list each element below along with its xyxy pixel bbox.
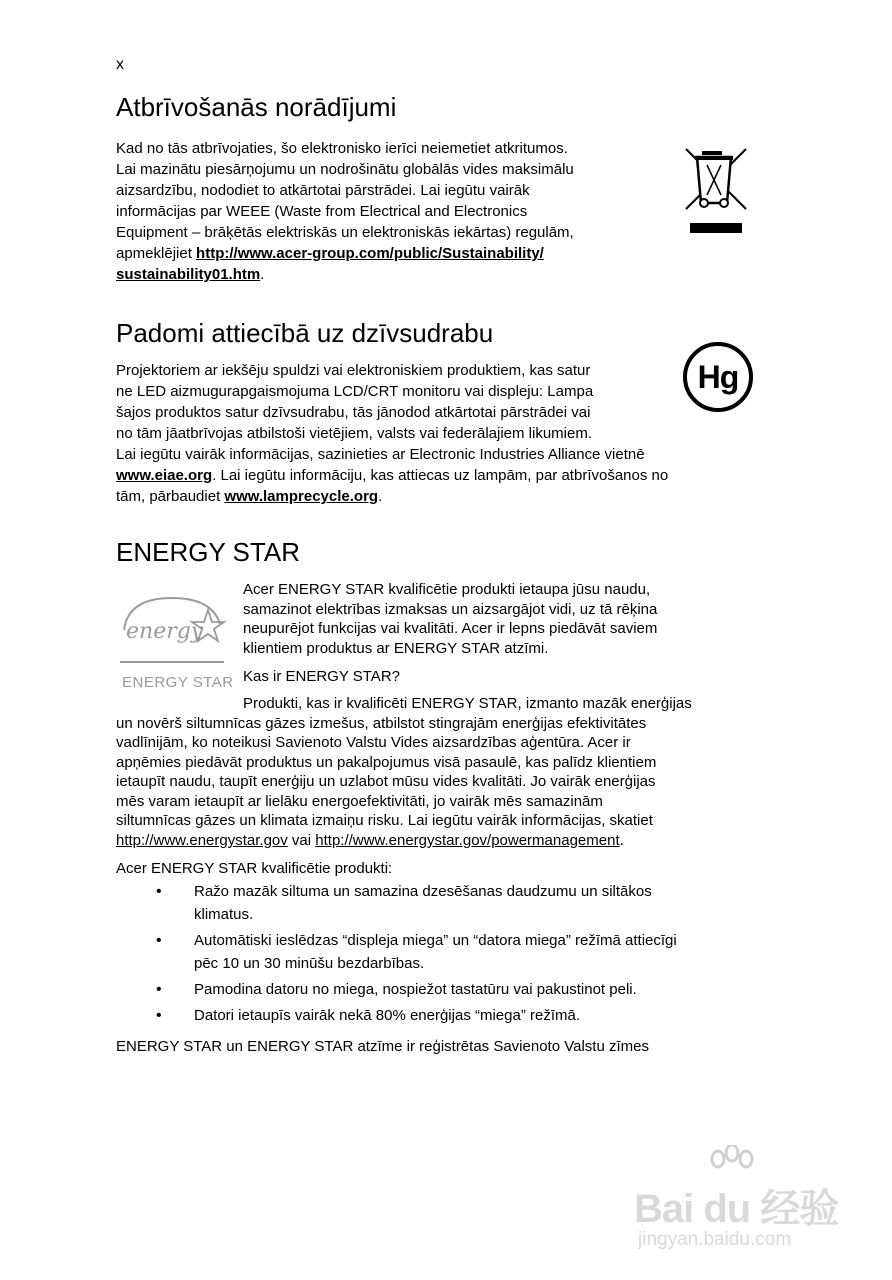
text-line: klientiem produktus ar ENERGY STAR atzīmi. [243,639,549,657]
bullet-icon: • [156,932,162,949]
text-line: siltumnīcas gāzes un klimata izmaiņu risku. Lai iegūtu vairāk informācijas, skatiet [116,812,653,829]
energy-star-heading: ENERGY STAR [116,537,300,567]
weee-bin-icon [682,145,750,237]
eiae-link[interactable]: www.eiae.org [116,467,213,484]
baidu-url-text: jingyan.baidu.com [638,1229,792,1250]
list-item-line: Pamodina datoru no miega, nospiežot tastatūru vai pakustinot peli. [194,981,637,998]
energy-footer: ENERGY STAR un ENERGY STAR atzīme ir reģistrētas Savienoto Valstu zīmes [116,1038,649,1055]
mercury-heading: Padomi attiecībā uz dzīvsudrabu [116,318,494,348]
list-item-line: Datori ietaupīs vairāk nekā 80% enerģijas “miega” režīmā. [194,1007,581,1024]
acer-sustainability-link-cont[interactable]: sustainability01.htm [116,266,261,283]
energy-star-logo-caption: ENERGY STAR [122,674,234,691]
energystar-link[interactable]: http://www.energystar.gov [116,831,288,849]
baidu-brand-text: Bai du 经验 [634,1187,839,1231]
list-item-line: Ražo mazāk siltuma un samazina dzesēšanas daudzumu un siltākos [194,883,652,900]
hg-icon-text: Hg [697,358,739,395]
baidu-watermark [634,1145,844,1255]
text-line: Acer ENERGY STAR kvalificētie produkti ietaupa jūsu naudu, [243,581,651,598]
text-fragment: vai [287,831,316,849]
energy-features-list [116,880,756,1030]
list-item-line: Automātiski ieslēdzas “displeja miega” un “datora miega” režīmā attiecīgi [194,932,677,949]
text-line: apņēmies piedāvāt produktus un pakalpojumus visā pasaulē, kas palīdz klientiem [116,753,657,771]
list-item [116,929,756,975]
energy-question: Kas ir ENERGY STAR? [243,668,400,685]
text-fragment: . [260,266,265,283]
bullet-icon: • [156,883,162,900]
text-line: ietaupīt naudu, taupīt enerģiju un uzlabot mūsu vides kvalitāti. Jo vairāk enerģijas [116,773,656,790]
text-line: Kad no tās atbrīvojaties, šo elektronisko ierīci neiemetiet atkritumos. [116,140,568,157]
text-line: mēs varam ietaupīt ar lielāku energoefektivitāti, jo vairāk mēs samazinām [116,792,603,810]
text-line: un novērš siltumnīcas gāzes izmešus, atbilstot stingrajām enerģijas efektivitātes [116,714,647,732]
list-item [116,880,756,926]
acer-sustainability-link[interactable]: http://www.acer-group.com/public/Sustainability/ [196,245,544,262]
text-line: Lai mazinātu piesārņojumu un nodrošinātu globālās vides maksimālu [116,161,574,178]
energy-list-intro: Acer ENERGY STAR kvalificētie produkti: [116,860,393,877]
text-line: Produkti, kas ir kvalificēti ENERGY STAR, izmanto mazāk enerģijas [243,695,692,712]
list-item-line: klimatus. [194,906,254,923]
disposal-heading: Atbrīvošanās norādījumi [116,92,397,122]
energy-body [116,694,766,850]
disposal-paragraph [116,138,676,285]
list-item [116,1004,756,1027]
list-item [116,978,756,1001]
text-line: aizsardzību, nododiet to atkārtotai pārstrādei. Lai iegūtu vairāk [116,182,530,199]
text-line: samazinot elektrības izmaksas un aizsargājot vidi, uz tā rēķina [243,600,658,618]
bullet-icon: • [156,1007,162,1024]
list-item-line: pēc 10 un 30 minūšu bezdarbības. [194,955,425,972]
energystar-powermanagement-link[interactable]: http://www.energystar.gov/powermanagement [315,831,620,849]
page-number: x [116,56,124,73]
text-line: no tām jāatbrīvojas atbilstoši vietējiem, valsts vai federālajiem likumiem. [116,425,593,442]
text-line: Projektoriem ar iekšēju spuldzi vai elektroniskiem produktiem, kas satur [116,362,591,379]
text-line: šajos produktos satur dzīvsudrabu, tās jānodod atkārtotai pārstrādei vai [116,404,591,421]
text-line: neupurējot funkcijas vai kvalitāti. Acer ir lepns piedāvāt saviem [243,620,658,637]
text-line: Equipment – brāķētās elektriskās un elektroniskās iekārtas) regulām, [116,224,574,241]
text-line: informācijas par WEEE (Waste from Electrical and Electronics [116,203,528,220]
text-fragment: . [378,488,383,505]
bullet-icon: • [156,981,162,998]
text-fragment: . Lai iegūtu informāciju, kas attiecas uz lampām, par atbrīvošanos no [212,467,669,484]
energy-star-logo-icon [116,590,228,670]
text-fragment: apmeklējiet [116,245,197,262]
text-fragment: . [619,831,624,849]
mercury-hg-icon [683,342,753,412]
lamprecycle-link[interactable]: www.lamprecycle.org [224,488,379,505]
energy-star-logo [116,590,234,694]
energy-intro [243,580,763,658]
text-fragment: tām, pārbaudiet [116,488,225,505]
text-line: ne LED aizmugurapgaismojuma LCD/CRT monitoru vai displeju: Lampa [116,383,594,400]
text-line: vadlīnijām, ko noteikusi Savienoto Valstu Vides aizsardzības aģentūra. Acer ir [116,734,631,751]
text-line: Lai iegūtu vairāk informācijas, sazinieties ar Electronic Industries Alliance vietnē [116,446,645,463]
energy-script-text: energy [126,619,204,644]
mercury-paragraph [116,360,756,507]
